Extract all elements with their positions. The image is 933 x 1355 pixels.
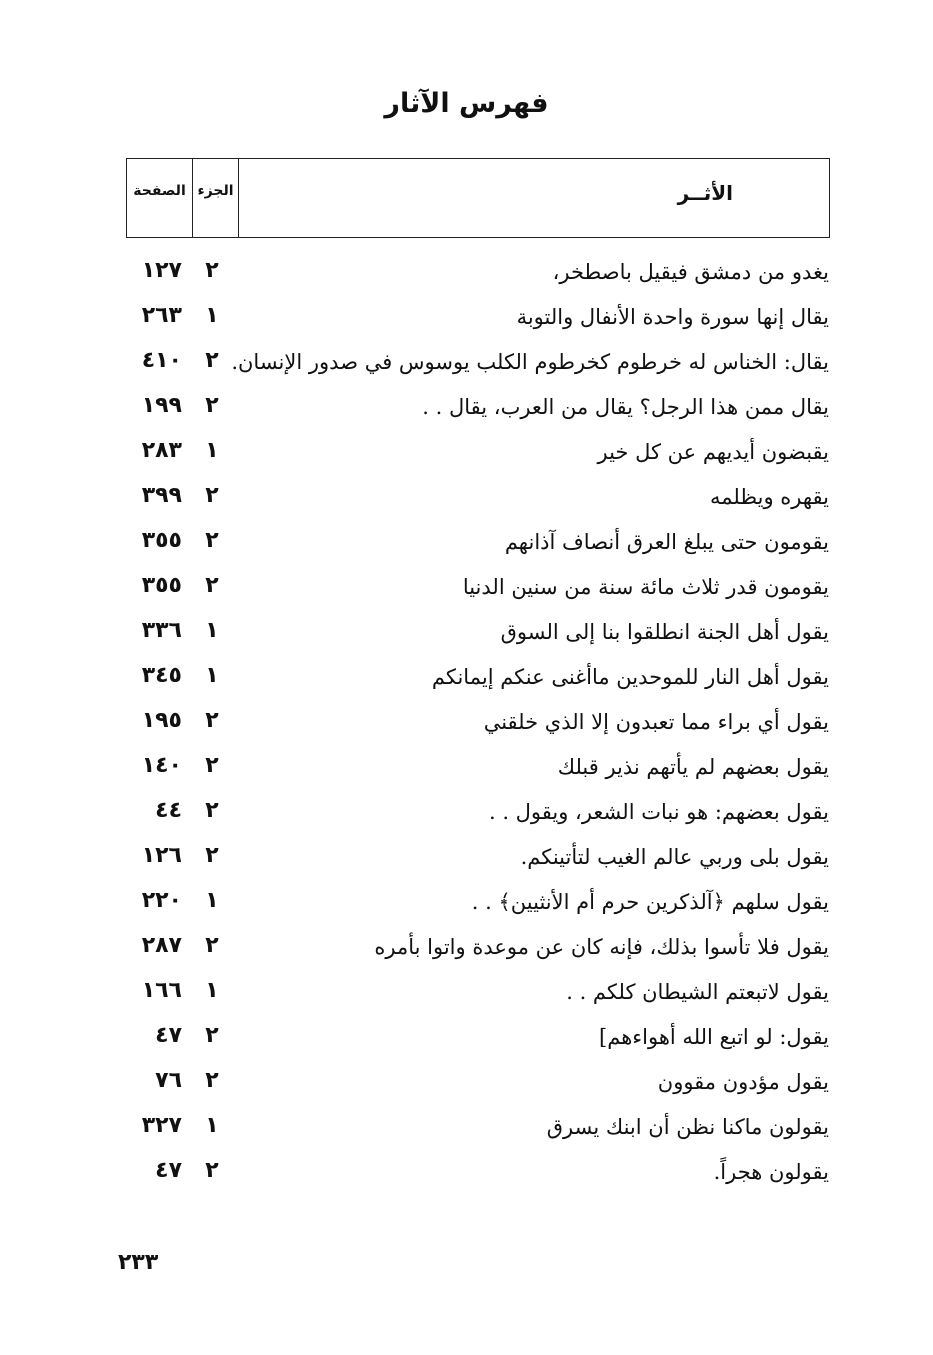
athar-text: يقول مؤدون مقوون [657,1070,829,1094]
page-number: ٤٧ [155,1158,182,1183]
athar-text: يقال: الخناس له خرطوم كخرطوم الكلب يوسوس في صدور الإنسان. [231,350,829,374]
index-row [0,524,933,569]
page-number: ٢٨٣ [141,438,182,463]
page-number: ١٤٠ [141,753,182,778]
index-row [0,344,933,389]
athar-text: يقول أهل النار للموحدين ماأغنى عنكم إيمانكم [431,665,829,689]
page-number: ٣٩٩ [141,483,182,508]
athar-text: يقبضون أيديهم عن كل خير [597,440,829,464]
header-part-column: الجزء [193,159,239,237]
index-row [0,749,933,794]
page-number: ٣٢٧ [141,1113,182,1138]
part-number: ١ [205,978,219,1003]
part-number: ١ [205,1113,219,1138]
part-number: ٢ [205,753,219,778]
index-row [0,929,933,974]
page-number: ١٦٦ [141,978,182,1003]
athar-text: يقول فلا تأسوا بذلك، فإنه كان عن موعدة واتوا بأمره [374,935,829,959]
index-table-header [126,158,830,238]
part-number: ٢ [205,1068,219,1093]
part-number: ٢ [205,843,219,868]
page-number: ١٩٩ [141,393,182,418]
part-number: ١ [205,438,219,463]
athar-text: يقول: لو اتبع الله أهواءهم] [599,1025,829,1049]
athar-text: يقول بعضهم لم يأتهم نذير قبلك [557,755,829,779]
index-row [0,569,933,614]
part-number: ٢ [205,933,219,958]
page-title: فهرس الآثار [384,88,549,119]
page-number: ٧٦ [155,1068,182,1093]
index-row [0,974,933,1019]
athar-text: يقال إنها سورة واحدة الأنفال والتوبة [516,305,829,329]
index-row [0,659,933,704]
page-number: ١٢٧ [141,258,182,283]
index-row [0,1154,933,1199]
part-number: ٢ [205,528,219,553]
index-row [0,794,933,839]
part-number: ١ [205,663,219,688]
page-number: ١٩٥ [141,708,182,733]
part-number: ٢ [205,573,219,598]
index-row [0,1109,933,1154]
athar-text: يقهره ويظلمه [710,485,829,509]
page-number: ٤٤ [155,798,182,823]
index-row [0,1064,933,1109]
header-page-column: الصفحة [127,159,193,237]
page-number: ١٢٦ [141,843,182,868]
header-athar-column: الأثــر [677,181,733,205]
index-row [0,1019,933,1064]
part-number: ٢ [205,708,219,733]
athar-text: يقول أهل الجنة انطلقوا بنا إلى السوق [500,620,829,644]
athar-text: يغدو من دمشق فيقيل باصطخر، [552,260,829,284]
part-number: ٢ [205,483,219,508]
athar-text: يقول أي براء مما تعبدون إلا الذي خلقني [483,710,829,734]
athar-text: يقال ممن هذا الرجل؟ يقال من العرب، يقال . . [422,395,829,419]
page-number: ٣٥٥ [141,528,182,553]
part-number: ١ [205,303,219,328]
index-row [0,839,933,884]
index-row [0,884,933,929]
page-number: ٣٥٥ [141,573,182,598]
index-row [0,614,933,659]
part-number: ٢ [205,1158,219,1183]
athar-text: يقومون قدر ثلاث مائة سنة من سنين الدنيا [462,575,829,599]
page-number: ٤٧ [155,1023,182,1048]
athar-text: يقولون هجراً. [713,1160,829,1184]
index-row [0,434,933,479]
part-number: ٢ [205,258,219,283]
part-number: ١ [205,618,219,643]
index-row [0,254,933,299]
index-row [0,479,933,524]
athar-text: يقول بعضهم: هو نبات الشعر، ويقول . . [488,800,829,824]
part-number: ٢ [205,798,219,823]
page-number: ٢٦٣ [141,303,182,328]
athar-text: يقول بلى وربي عالم الغيب لتأتينكم. [520,845,829,869]
athar-text: يقومون حتى يبلغ العرق أنصاف آذانهم [504,530,829,554]
part-number: ٢ [205,348,219,373]
athar-text: يقول لاتبعتم الشيطان كلكم . . [566,980,829,1004]
index-row [0,389,933,434]
part-number: ٢ [205,393,219,418]
athar-text: يقولون ماكنا نظن أن ابنك يسرق [546,1115,829,1139]
index-row [0,704,933,749]
page-number: ٢٨٧ [141,933,182,958]
page-number: ٤١٠ [141,348,182,373]
index-row [0,299,933,344]
page-number: ٣٣٦ [141,618,182,643]
part-number: ٢ [205,1023,219,1048]
page-number: ٣٤٥ [141,663,182,688]
page-folio-number: ٢٣٣ [118,1250,159,1275]
page-number: ٢٢٠ [141,888,182,913]
athar-text: يقول سلهم ﴿آلذكرين حرم أم الأنثيين﴾ . . [471,890,829,914]
index-entries [0,254,933,1199]
part-number: ١ [205,888,219,913]
